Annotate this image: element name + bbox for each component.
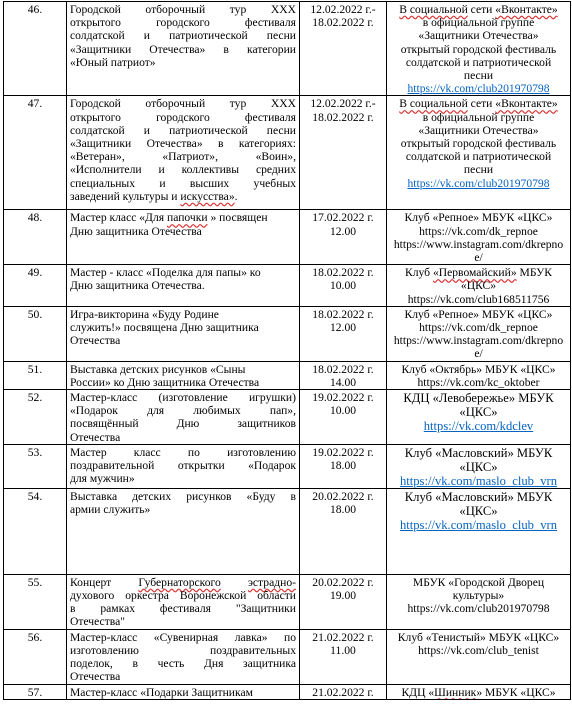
event-name-line: духового оркестра Воронежской области [70,589,296,603]
table-row [4,444,571,488]
event-name-line: Мастер-класс (изготовление игрушки) [70,391,296,405]
venue-link[interactable]: https://vk.com/club201970798 [407,82,550,96]
event-date-cell [300,210,387,265]
event-date-line: 18.02.2022 г. [312,266,374,280]
event-name-line: Мастер-класс «Подарки Защитникам [70,685,253,699]
venue-line: https://vk.com/club168511756 [407,292,550,306]
event-date-line: 18.02.2022 г. [312,16,374,30]
event-date-line: 12.00 [329,321,357,335]
event-date-cell [300,361,387,389]
venue-line: в официальной группе [422,16,535,30]
row-number: 47. [4,96,67,210]
event-name-line: Дню защитника Отечества [70,224,202,238]
event-date-line: 10.00 [329,279,357,293]
event-date-cell [300,96,387,210]
venue-line: песни [463,69,494,83]
event-name-line: Отечества [70,430,121,444]
event-date-cell [300,306,387,361]
event-name-cell [67,574,300,629]
venue-link[interactable]: https://vk.com/maslo_club_vrn [399,473,558,488]
venue-line: «ЦКС» [460,279,497,293]
event-date-line: 12.02.2022 г.- [310,97,376,111]
event-date-line: 21.02.2022 г. [312,685,374,699]
venue-line: https://vk.com/club_tenist [418,643,539,657]
event-date-line: 11.00 [330,643,356,657]
event-venue-cell [387,96,571,210]
venue-link[interactable]: https://vk.com/kdclev [423,419,534,434]
event-name-line: для мужчин» [70,472,135,486]
event-name-line: Отечества [70,670,121,684]
event-venue-cell [387,629,571,684]
event-venue-cell [387,488,571,574]
row-number: 52. [4,390,67,445]
event-date-line: 17.02.2022 г. [312,211,374,225]
venue-line: https://vk.com/kc_oktober [417,375,540,389]
event-name-line: Мастер класс по изготовлению [70,445,296,459]
event-name-cell [67,210,300,265]
event-name-line: посвящённый Дню защитников [70,417,296,431]
event-venue-cell [387,2,571,96]
table-row [4,684,571,699]
event-date-cell [300,488,387,574]
event-name-line: Игра-викторина «Буду Родине [70,307,219,321]
events-table [3,1,571,700]
event-name-line: Концерт Губернаторского эстрадно- [70,575,296,589]
event-name-line: Отечества [70,334,121,348]
venue-link[interactable]: https://vk.com/club201970798 [407,176,550,190]
table-row [4,390,571,445]
row-number: 54. [4,488,67,574]
event-name-line: поделок, в честь Дня защитника [70,657,296,671]
event-name-line: Выставка детских рисунков «Сыны [70,362,246,376]
row-number: 57. [4,684,67,699]
venue-line: https://vk.com/dk_repnoe [419,321,538,335]
venue-line: «ЦКС» [459,405,498,420]
event-name-line: поздравительной открытки «Подарок [70,459,296,473]
event-name-line: изготовлению поздравительных [70,643,296,657]
event-name-line: в рамках фестиваля "Защитники [70,602,296,616]
event-date-line: 12.00 [329,224,357,238]
event-name-line: Отечества" [70,615,125,629]
row-number: 46. [4,2,67,96]
venue-line: Клуб «Первомайский» МБУК [404,266,553,280]
event-name-line: Мастер - класс «Поделка для папы» ко [70,266,261,280]
event-date-line: 12.02.2022 г.- [310,3,376,16]
event-venue-cell [387,265,571,307]
table-row [4,265,571,307]
event-name-line: солдатской и патриотической песни [70,29,296,43]
table-row [4,629,571,684]
venue-line: КДЦ «Шинник» МБУК «ЦКС» [401,685,556,699]
table-row [4,210,571,265]
venue-line: https://www.instagram.com/dkrepno [393,237,564,251]
venue-line: «Защитники Отечества» [418,29,539,43]
event-name-line: Мастер-класс «Сувенирная лавка» по [70,630,296,644]
event-name-line: «Исполнители и коллективы средних [70,163,296,177]
venue-line: В социальной сети «Вконтакте» [399,3,558,16]
event-name-line: армии служить» [70,503,151,517]
event-name-line: Дню защитника Отечества. [70,279,205,293]
venue-line: «ЦКС» [459,459,498,474]
venue-line: Клуб «Репное» МБУК «ЦКС» [404,307,553,321]
event-date-line: 19.02.2022 г. [312,391,374,405]
event-name-cell [67,684,300,699]
event-name-line: Городской отборочный тур XXX [70,3,296,16]
event-name-cell [67,488,300,574]
event-name-line: Выставка детских рисунков «Буду в [70,489,296,503]
row-number: 48. [4,210,67,265]
venue-line: солдатской и патриотической [405,55,552,69]
table-row [4,574,571,629]
venue-line: в официальной группе [422,110,535,124]
table-row [4,306,571,361]
venue-line: Клуб «Репное» МБУК «ЦКС» [404,211,553,225]
event-name-line: солдатской и патриотической песни [70,123,296,137]
venue-line: «ЦКС» [459,503,498,518]
event-name-line: «Защитники Отечества» в категории [70,42,296,56]
venue-line: Клуб «Тенистый» МБУК «ЦКС» [397,630,560,644]
event-name-cell [67,444,300,488]
venue-line: Клуб «Масловский» МБУК [404,489,553,504]
event-date-line: 18.00 [329,459,357,473]
event-date-line: 20.02.2022 г. [312,575,374,589]
event-name-line: открытого городского фестиваля [70,110,296,124]
venue-line: https://vk.com/dk_repnoe [419,224,538,238]
event-name-line: открытого городского фестиваля [70,16,296,30]
event-date-line: 21.02.2022 г. [312,630,374,644]
event-date-cell [300,265,387,307]
event-venue-cell [387,574,571,629]
row-number: 55. [4,574,67,629]
event-date-line: 14.00 [329,375,357,389]
event-name-line: «Подарок для любимых пап», [70,404,296,418]
venue-line: https://www.instagram.com/dkrepno [393,334,564,348]
event-name-cell [67,361,300,389]
event-name-cell [67,306,300,361]
event-date-line: 18.00 [329,503,357,517]
event-name-cell [67,2,300,96]
event-date-line: 18.02.2022 г. [312,110,374,124]
event-name-cell [67,390,300,445]
event-name-line: «Ветеран», «Патриот», «Воин», [70,150,296,164]
venue-link[interactable]: https://vk.com/maslo_club_vrn [399,517,558,532]
venue-line: Клуб «Масловский» МБУК [404,445,553,460]
row-number: 51. [4,361,67,389]
event-venue-cell [387,444,571,488]
event-date-line: 18.02.2022 г. [312,307,374,321]
event-venue-cell [387,390,571,445]
event-name-line: заведений культуры и искусства». [70,189,238,203]
event-date-line: 18.02.2022 г. [312,362,374,376]
event-date-cell [300,629,387,684]
venue-line: песни [463,163,494,177]
event-name-line: Городской отборочный тур XXX [70,97,296,111]
row-number: 49. [4,265,67,307]
event-name-line: Мастер класс «Для папочки » посвящен [70,211,268,225]
event-venue-cell [387,684,571,699]
event-name-line: служить!» посвящена Дню защитника [70,321,259,335]
event-date-line: 19.02.2022 г. [312,445,374,459]
event-venue-cell [387,210,571,265]
venue-line: МБУК «Городской Дворец [412,575,545,589]
event-date-cell [300,2,387,96]
row-number: 56. [4,629,67,684]
event-venue-cell [387,306,571,361]
venue-line: Клуб «Октябрь» МБУК «ЦКС» [401,362,556,376]
venue-line: e/ [474,251,483,265]
venue-line: КДЦ «Левобережье» МБУК [403,391,554,406]
event-name-cell [67,96,300,210]
table-row [4,361,571,389]
event-name-cell [67,629,300,684]
event-date-cell [300,390,387,445]
event-date-cell [300,444,387,488]
event-date-line: 19.00 [329,589,357,603]
events-table-body [4,2,571,700]
event-date-line: 20.02.2022 г. [312,489,374,503]
event-date-line: 10.00 [329,404,357,418]
event-date-cell [300,684,387,699]
venue-line: солдатской и патриотической [405,150,552,164]
event-name-line: специальных и высших учебных [70,176,296,190]
venue-line: e/ [474,347,483,361]
venue-line: «Защитники Отечества» [418,123,539,137]
venue-line: открытый городской фестиваль [400,137,557,151]
table-row [4,488,571,574]
venue-line: культуры» [452,589,505,603]
event-date-cell [300,574,387,629]
event-name-cell [67,265,300,307]
table-row [4,96,571,210]
row-number: 53. [4,444,67,488]
event-venue-cell [387,361,571,389]
table-row [4,2,571,96]
venue-line: В социальной сети «Вконтакте» [399,97,558,111]
row-number: 50. [4,306,67,361]
event-name-line: «Юный патриот» [70,55,156,69]
venue-line: открытый городской фестиваль [400,42,557,56]
event-name-line: России» ко Дню защитника Отечества [70,375,260,389]
event-name-line: «Защитники Отечества» в категориях: [70,137,296,151]
venue-line: https://vk.com/club201970798 [407,602,550,616]
